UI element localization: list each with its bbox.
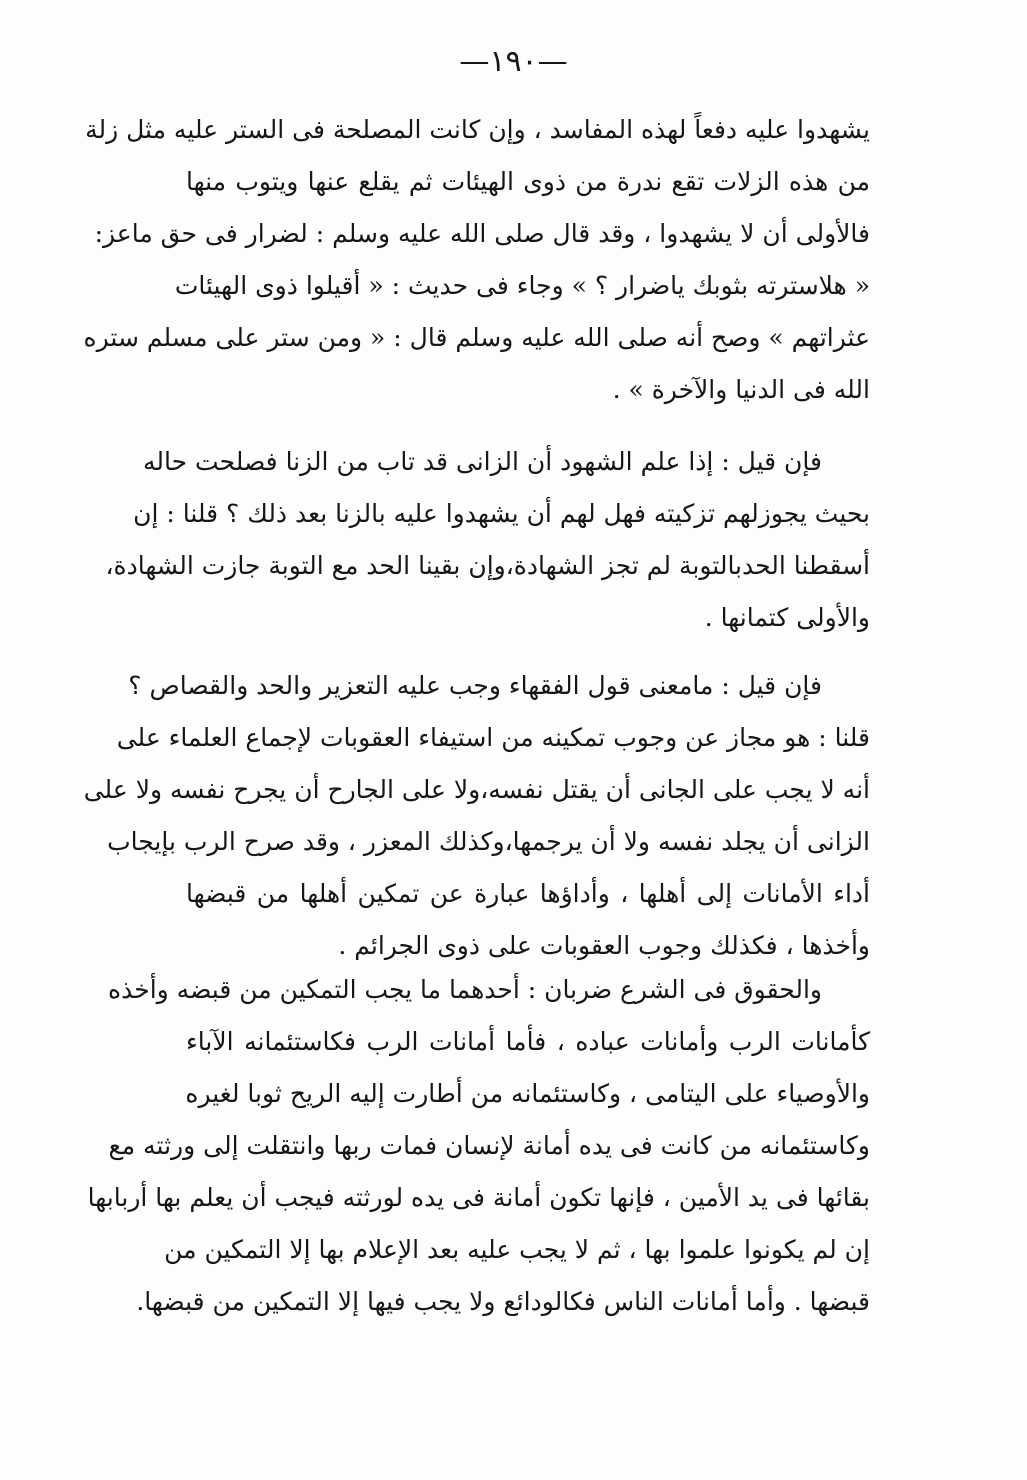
text-line: الزانى أن يجلد نفسه ولا أن يرجمها،وكذلك المعزر ، وقد صرح الرب بإيجاب [107,827,870,856]
text-line: فإن قيل : إذا علم الشهود أن الزانى قد تاب من الزنا فصلحت حاله [142,447,822,476]
text-line: عثراتهم » وصح أنه صلى الله عليه وسلم قال : « ومن ستر على مسلم ستره [83,323,870,352]
text-line: بقائها فى يد الأمين ، فإنها تكون أمانة فى يده لورثته فيجب أن يعلم بها أربابها [87,1183,870,1212]
text-line: فإن قيل : مامعنى قول الفقهاء وجب عليه التعزير والحد والقصاص ؟ [128,671,822,700]
text-line: أنه لا يجب على الجانى أن يقتل نفسه،ولا على الجارح أن يجرح نفسه ولا على [83,775,870,804]
text-line: كأمانات الرب وأمانات عباده ، فأما أمانات الرب فكاستئمانه الآباء [186,1027,870,1056]
text-line: قلنا : هو مجاز عن وجوب تمكينه من استيفاء العقوبات لإجماع العلماء على [116,723,870,752]
paragraph-1 [83,104,870,416]
page-number: —١٩٠— [459,44,568,79]
paragraph-2 [105,436,870,644]
text-line: والحقوق فى الشرع ضربان : أحدهما ما يجب التمكين من قبضه وأخذه [108,975,822,1004]
text-line: فالأولى أن لا يشهدوا ، وقد قال صلى الله عليه وسلم : لضرار فى حق ماعز: [94,219,870,248]
text-line: من هذه الزلات تقع ندرة من ذوى الهيئات ثم يقلع عنها ويتوب منها [186,167,870,196]
text-line: إن لم يكونوا علموا بها ، ثم لا يجب عليه بعد الإعلام بها إلا التمكين من [164,1235,870,1264]
text-line: والأولى كتمانها . [704,603,870,632]
text-line: « هلاسترته بثوبك ياضرار ؟ » وجاء فى حديث : « أقيلوا ذوى الهيئات [174,271,870,300]
text-line: وأخذها ، فكذلك وجوب العقوبات على ذوى الجرائم . [338,931,870,960]
text-line: قبضها . وأما أمانات الناس فكالودائع ولا يجب فيها إلا التمكين من قبضها. [136,1287,870,1316]
text-line: أسقطنا الحدبالتوبة لم تجز الشهادة،وإن بقينا الحد مع التوبة جازت الشهادة، [105,551,870,580]
paragraph-3 [83,660,870,972]
text-line: وكاستئمانه من كانت فى يده أمانة لإنسان فمات ربها وانتقلت إلى ورثته مع [108,1131,870,1160]
text-line: يشهدوا عليه دفعاً لهذه المفاسد ، وإن كانت المصلحة فى الستر عليه مثل زلة [85,115,870,144]
text-line: الله فى الدنيا والآخرة » . [612,375,870,404]
text-line: والأوصياء على اليتامى ، وكاستئمانه من أطارت إليه الريح ثوبا لغيره [185,1079,870,1108]
text-line: أداء الأمانات إلى أهلها ، وأداؤها عبارة عن تمكين أهلها من قبضها [186,879,870,908]
text-line: بحيث يجوزلهم تزكيته فهل لهم أن يشهدوا عليه بالزنا بعد ذلك ؟ قلنا : إن [133,499,870,528]
paragraph-4 [87,964,870,1328]
